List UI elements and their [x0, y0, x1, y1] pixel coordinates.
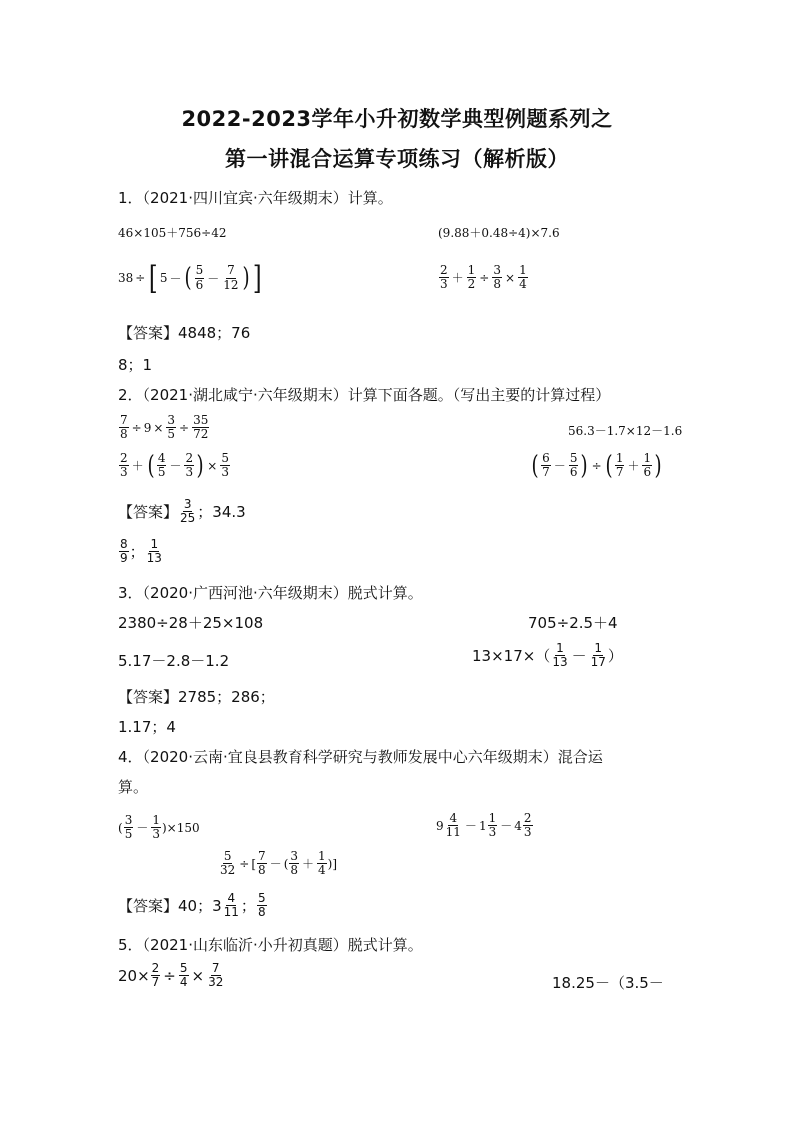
q4-e3-frac-7-8: $\frac{7}{8}$	[258, 849, 266, 878]
q2-answer-label: 【答案】	[118, 503, 179, 522]
q1-e4-frac-3-8: $\frac{3}{8}$	[493, 263, 501, 292]
q4-e2-mixed-1-1-3: 1 $\frac{1}{3}$	[478, 811, 497, 840]
q1-e4-frac-1-4: $\frac{1}{4}$	[519, 263, 527, 292]
q2-e4-rparen2: )	[654, 450, 662, 481]
q5-expr-2: 18.25－（3.5－	[552, 974, 664, 992]
q3-e4-frac-1-13: $\frac{1}{13}$	[552, 641, 568, 670]
q5-expr-1	[118, 962, 225, 989]
q3-answer-line2: 1.17；4	[118, 718, 176, 736]
q1-e3-n38: 38	[118, 271, 134, 285]
q4-e3-minus: －	[269, 857, 282, 872]
q4-e2-mixed-9-4-11: 9 $\frac{4}{11}$	[436, 811, 461, 840]
q4-e3-lparen: (	[283, 856, 289, 871]
q2-expr-2: 56.3－1.7×12－1.6	[568, 424, 683, 438]
question-4-stem-line1: 4．（2020·云南·宜良县教育科学研究与教师发展中心六年级期末）混合运	[118, 748, 603, 766]
q1-e3-lbracket: [	[149, 259, 158, 297]
q2-expr-4	[530, 452, 663, 479]
q2-expr-1	[118, 414, 210, 441]
q2-e3-frac-5-3: $\frac{5}{3}$	[221, 451, 229, 480]
q2-answer-rest: ；34.3	[197, 503, 246, 522]
q1-e4-times: ×	[505, 270, 516, 285]
q1-e3-minus2: －	[207, 271, 220, 286]
q1-e3-n5: 5	[159, 271, 168, 285]
question-4-stem-line2: 算。	[118, 778, 149, 796]
q2-e3-minus: －	[169, 459, 182, 474]
q1-expr-4	[438, 264, 529, 291]
q5-e1-frac-7-32: $\frac{7}{32}$	[208, 961, 224, 990]
q1-e4-plus: ＋	[451, 271, 464, 286]
q2-e4-frac-1-7: $\frac{1}{7}$	[615, 451, 624, 480]
q4-e1-suffix: ×150	[166, 820, 200, 835]
q4-e1-frac-1-3: $\frac{1}{3}$	[152, 813, 160, 842]
q4-e3-frac-1-4: $\frac{1}{4}$	[318, 849, 326, 878]
q2-e3-frac-2-3b: $\frac{2}{3}$	[185, 451, 194, 480]
q2-e3-frac-4-5: $\frac{4}{5}$	[157, 451, 166, 480]
q4-e1-lparen: (	[118, 820, 123, 835]
q3-answer-line1: 【答案】2785；286；	[118, 688, 275, 706]
q1-e3-rparen: )	[242, 263, 250, 293]
q2-answer-frac-8-9: $\frac{8}{9}$	[120, 537, 128, 566]
page-title-line1: 2022-2023学年小升初数学典型例题系列之	[181, 107, 613, 131]
q4-answer-frac-5-8: $\frac{5}{8}$	[257, 891, 266, 920]
q1-e3-div: ÷	[135, 271, 146, 285]
q1-expr-1: 46×105＋756÷42	[118, 226, 227, 240]
q2-e4-frac-6-7: $\frac{6}{7}$	[542, 451, 550, 480]
q4-e2-minus: －	[464, 819, 477, 834]
q2-e1-frac-35-72: $\frac{35}{72}$	[193, 413, 209, 442]
q2-e3-rparen: )	[196, 450, 204, 481]
q2-e1-times: ×	[153, 420, 164, 435]
q3-e4-suffix: ）	[607, 647, 623, 666]
question-5-stem: 5．（2021·山东临沂·小升初真题）脱式计算。	[118, 936, 423, 954]
q1-expr-2: (9.88＋0.48÷4)×7.6	[438, 226, 560, 240]
q1-e3-rbracket: ]	[252, 259, 262, 297]
q3-e4-frac-1-17: $\frac{1}{17}$	[590, 641, 606, 670]
q4-e3-rbracket: ]	[332, 856, 338, 871]
question-2-stem: 2．（2021·湖北咸宁·六年级期末）计算下面各题。（写出主要的计算过程）	[118, 386, 611, 404]
q2-e4-lparen: (	[531, 450, 539, 481]
q4-answer-label: 【答案】40；3	[118, 897, 222, 916]
q2-e3-plus: ＋	[131, 459, 144, 474]
q4-e3-plus: ＋	[302, 857, 315, 872]
q4-e3-div: ÷	[239, 856, 250, 871]
q3-expr-2: 705÷2.5＋4	[528, 614, 618, 632]
q1-e3-frac-5-6: $\frac{5}{6}$	[195, 263, 204, 292]
q1-e4-frac-1-2: $\frac{1}{2}$	[467, 263, 476, 292]
q2-expr-3	[118, 452, 231, 479]
q4-e1-rparen: )	[161, 820, 167, 835]
q2-e4-rparen: )	[580, 450, 589, 481]
q1-answer-line1: 【答案】4848；76	[118, 324, 251, 342]
q3-expr-3: 5.17－2.8－1.2	[118, 652, 230, 670]
question-3-stem: 3．（2020·广西河池·六年级期末）脱式计算。	[118, 584, 423, 602]
q1-answer-line2: 8；1	[118, 356, 153, 374]
q3-e4-prefix: 13×17×（	[472, 647, 551, 666]
q2-e1-frac-7-8: $\frac{7}{8}$	[120, 413, 128, 442]
page-title-line2: 第一讲混合运算专项练习（解析版）	[225, 147, 569, 171]
q4-answer-line	[118, 892, 268, 919]
q4-expr-1	[118, 814, 200, 841]
q1-e3-frac-7-12: $\frac{7}{12}$	[223, 263, 239, 292]
q4-e1-frac-3-5: $\frac{3}{5}$	[124, 813, 133, 842]
q2-e4-frac-5-6: $\frac{5}{6}$	[569, 451, 578, 480]
q4-e3-frac-3-8: $\frac{3}{8}$	[290, 849, 299, 878]
q5-e1-times: ×	[191, 966, 205, 985]
q4-e1-minus: －	[136, 821, 149, 836]
q3-expr-1: 2380÷28＋25×108	[118, 614, 264, 632]
question-1-stem: 1．（2021·四川宜宾·六年级期末）计算。	[118, 189, 393, 207]
q2-e1-div2: ÷	[179, 420, 190, 435]
q5-e1-frac-2-7: $\frac{2}{7}$	[151, 961, 160, 990]
q2-answer-sep: ；	[129, 543, 145, 562]
q2-answer-line1	[118, 498, 246, 525]
q4-e3-frac-5-32: $\frac{5}{32}$	[220, 849, 236, 878]
q4-e3-rparen: )	[327, 856, 333, 871]
q2-e1-n9: 9	[143, 420, 152, 435]
q2-e4-frac-1-6: $\frac{1}{6}$	[643, 451, 652, 480]
q1-e3-lparen: (	[185, 263, 193, 293]
q2-e1-frac-3-5: $\frac{3}{5}$	[167, 413, 176, 442]
q3-expr-4	[472, 642, 623, 669]
q2-e3-lparen: (	[147, 450, 155, 481]
q2-e4-minus: －	[553, 459, 566, 474]
q1-e3-minus: －	[169, 271, 182, 286]
q4-answer-sep: ；	[240, 897, 256, 916]
q5-e1-div: ÷	[163, 966, 176, 985]
q4-e3-lbracket: [	[251, 856, 257, 871]
q2-e4-lparen2: (	[605, 450, 613, 481]
q2-answer-line2	[118, 538, 164, 565]
q2-e3-frac-2-3: $\frac{2}{3}$	[120, 451, 128, 480]
q4-e2-mixed-4-2-3: 4 $\frac{2}{3}$	[514, 811, 532, 840]
q1-expr-3	[118, 259, 263, 297]
q4-answer-frac-4-11: $\frac{4}{11}$	[223, 891, 239, 920]
q1-e4-frac-2-3: $\frac{2}{3}$	[440, 263, 448, 292]
q2-answer-frac-1-13: $\frac{1}{13}$	[146, 537, 162, 566]
q4-e2-minus2: －	[500, 819, 513, 834]
q4-expr-3	[218, 850, 337, 877]
q4-expr-2	[436, 812, 534, 839]
q5-e1-prefix: 20×	[118, 966, 150, 985]
q2-answer-frac-3-25: $\frac{3}{25}$	[180, 497, 196, 526]
q2-e3-times: ×	[207, 458, 218, 473]
q3-e4-minus: －	[571, 647, 587, 666]
q2-e4-div: ÷	[591, 458, 602, 473]
q1-e4-div: ÷	[479, 270, 490, 285]
q2-e4-plus: ＋	[627, 459, 640, 474]
q5-e1-frac-5-4: $\frac{5}{4}$	[179, 961, 188, 990]
q2-e1-div: ÷	[131, 420, 142, 435]
